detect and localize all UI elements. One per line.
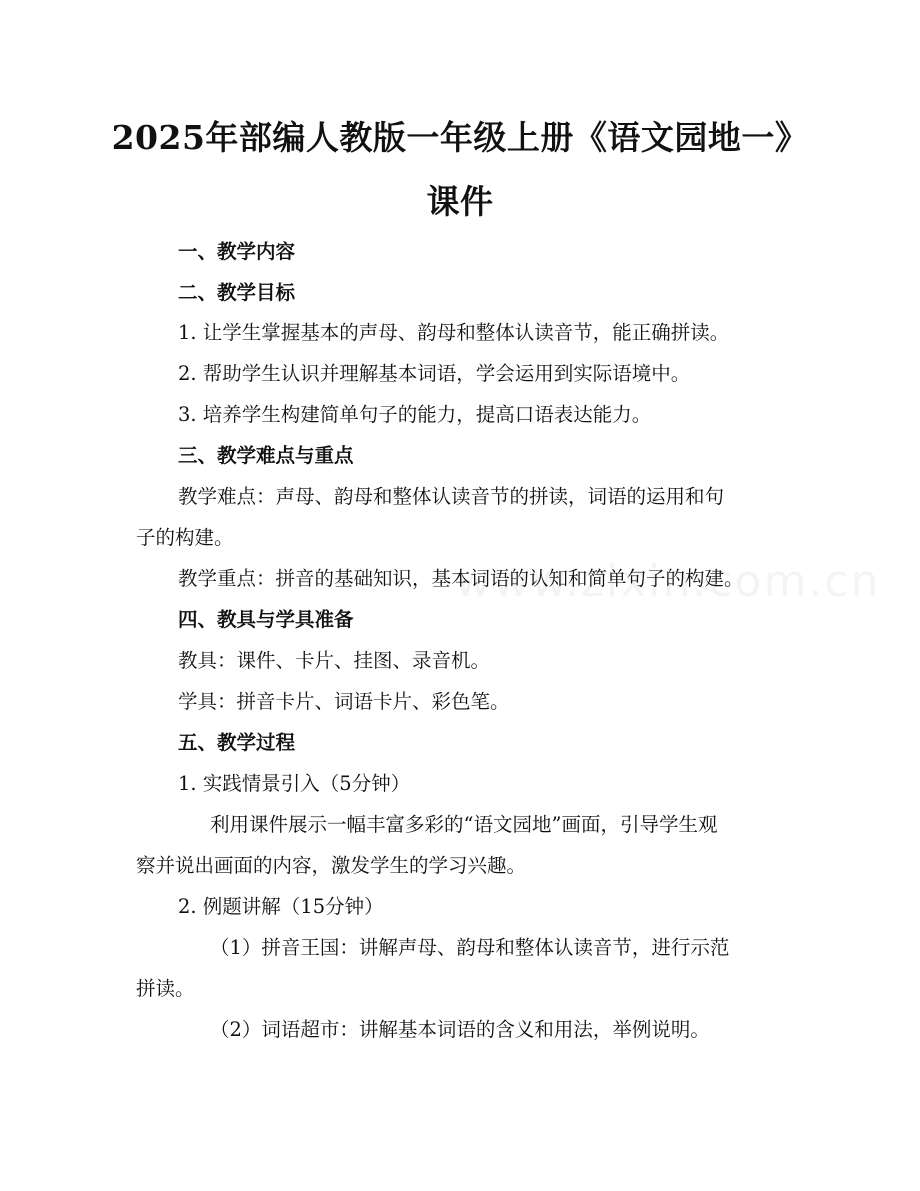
section-heading-objectives: 二、教学目标 — [178, 281, 296, 304]
process-step-2-item-1-line-1: （1）拼音王国：讲解声母、韵母和整体认读音节，进行示范 — [210, 936, 730, 959]
teacher-materials: 教具：课件、卡片、挂图、录音机。 — [178, 649, 491, 672]
process-step-1-text-line-1: 利用课件展示一幅丰富多彩的“语文园地”画面，引导学生观 — [210, 813, 718, 836]
key-points-text: 教学重点：拼音的基础知识，基本词语的认知和简单句子的构建。 — [178, 567, 744, 590]
difficulty-text-line-1: 教学难点：声母、韵母和整体认读音节的拼读，词语的运用和句 — [178, 485, 725, 508]
process-step-2-item-2: （2）词语超市：讲解基本词语的含义和用法，举例说明。 — [210, 1018, 710, 1041]
section-heading-materials: 四、教具与学具准备 — [178, 608, 354, 631]
objective-item-3: 3. 培养学生构建简单句子的能力，提高口语表达能力。 — [178, 403, 652, 426]
process-step-1: 1. 实践情景引入（5分钟） — [178, 772, 411, 795]
section-heading-content: 一、教学内容 — [178, 240, 296, 263]
objective-item-1: 1. 让学生掌握基本的声母、韵母和整体认读音节，能正确拼读。 — [178, 321, 730, 344]
difficulty-text-line-2: 子的构建。 — [136, 526, 234, 549]
student-materials: 学具：拼音卡片、词语卡片、彩色笔。 — [178, 690, 510, 713]
document-title-line-2: 课件 — [426, 182, 494, 221]
document-title-line-1: 2025年部编人教版一年级上册《语文园地一》 — [111, 118, 809, 157]
section-heading-difficulties: 三、教学难点与重点 — [178, 444, 354, 467]
process-step-2-item-1-line-2: 拼读。 — [136, 977, 195, 1000]
objective-item-2: 2. 帮助学生认识并理解基本词语，学会运用到实际语境中。 — [178, 362, 691, 385]
section-heading-process: 五、教学过程 — [178, 731, 296, 754]
process-step-1-text-line-2: 察并说出画面的内容，激发学生的学习兴趣。 — [136, 854, 527, 877]
process-step-2: 2. 例题讲解（15分钟） — [178, 895, 384, 918]
